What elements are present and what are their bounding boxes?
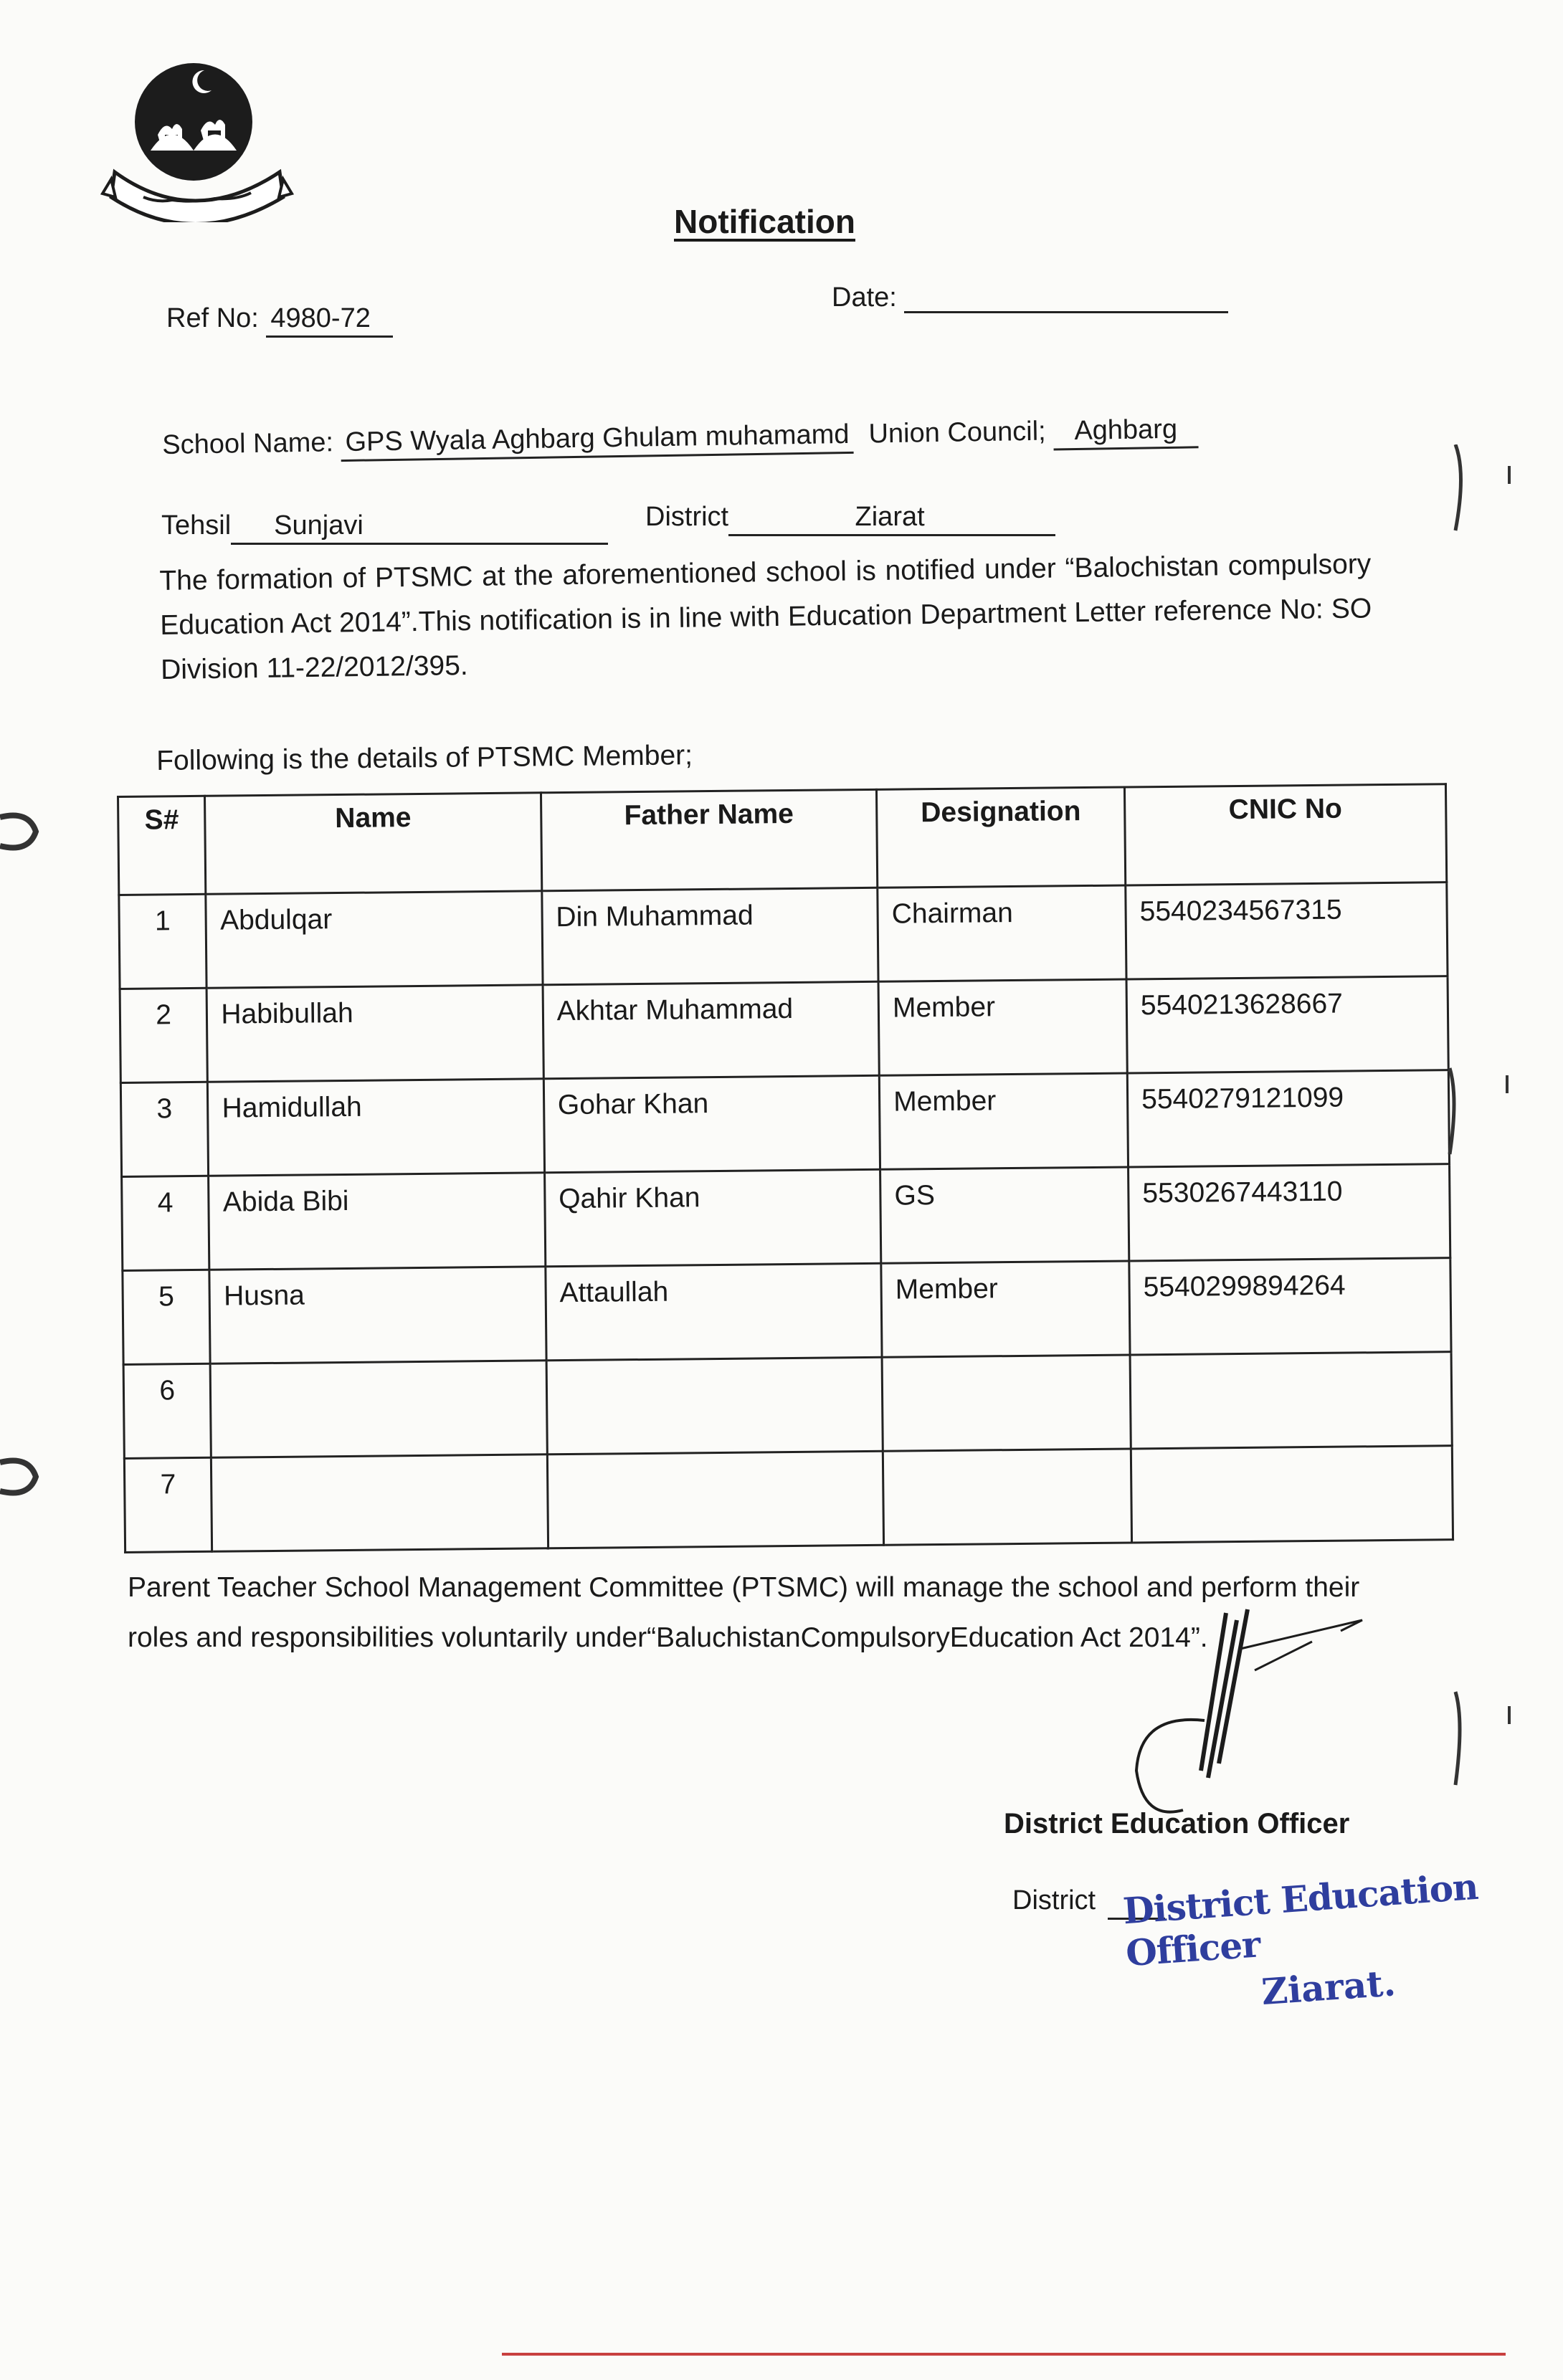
date-label: Date: bbox=[832, 282, 897, 313]
cell-father-name: Gohar Khan bbox=[543, 1075, 880, 1172]
district-value: Ziarat bbox=[728, 502, 1055, 536]
intro-paragraph: The formation of PTSMC at the aforementioned school is notified under “Balochistan compulsory Education Act 2014”.This notification is in line with Education Department Letter reference No: SO Division 11-22/2012/395. bbox=[159, 548, 1372, 685]
header-sn: S# bbox=[118, 796, 206, 895]
cell-cnic bbox=[1130, 1352, 1452, 1449]
bottom-edge-rule bbox=[502, 2353, 1506, 2356]
school-value: GPS Wyala Aghbarg Ghulam muhamamd bbox=[341, 419, 854, 462]
cell-father-name: Din Muhammad bbox=[542, 887, 879, 984]
ptsmc-members-table bbox=[117, 783, 1454, 1553]
school-label: School Name: bbox=[162, 427, 334, 460]
cell-designation: Member bbox=[878, 979, 1127, 1075]
header-name: Name bbox=[205, 793, 542, 894]
ref-label: Ref No: bbox=[166, 303, 259, 333]
cell-designation: Chairman bbox=[878, 885, 1126, 981]
table-row bbox=[123, 1352, 1452, 1459]
cell-sn: 3 bbox=[120, 1082, 209, 1176]
cell-cnic bbox=[1131, 1446, 1453, 1543]
table-row bbox=[120, 1070, 1449, 1177]
signature-icon bbox=[1075, 1606, 1434, 1835]
cell-sn: 2 bbox=[120, 988, 208, 1082]
union-label: Union Council; bbox=[868, 416, 1046, 449]
cell-father-name bbox=[547, 1451, 884, 1548]
header-father-name: Father Name bbox=[541, 789, 878, 890]
tehsil-value: Sunjavi bbox=[231, 510, 608, 545]
closing-paragraph: Parent Teacher School Management Committee (PTSMC) will manage the school and perform their roles and responsibilities voluntarily under“BaluchistanCompulsoryEducation Act 2014”. bbox=[128, 1572, 1360, 1653]
officer-title: District Education Officer bbox=[1004, 1808, 1350, 1839]
cell-name: Abdulqar bbox=[206, 891, 543, 988]
cell-cnic: 5540234567315 bbox=[1126, 882, 1448, 979]
district-label: District bbox=[645, 502, 729, 532]
cell-name: Abida Bibi bbox=[209, 1173, 546, 1270]
cell-cnic: 5530267443110 bbox=[1129, 1164, 1450, 1261]
cell-sn: 7 bbox=[124, 1457, 212, 1552]
cell-cnic: 5540299894264 bbox=[1129, 1258, 1451, 1355]
tehsil-row bbox=[161, 510, 608, 545]
cell-name bbox=[211, 1361, 548, 1457]
cell-name: Habibullah bbox=[207, 985, 544, 1082]
members-intro: Following is the details of PTSMC Member; bbox=[156, 740, 693, 776]
ref-value: 4980-72 bbox=[266, 303, 393, 338]
officer-district-label: District bbox=[1012, 1885, 1096, 1915]
date-value bbox=[904, 281, 1228, 313]
cell-name bbox=[212, 1455, 548, 1551]
stamp-line-2: Ziarat. bbox=[1260, 1961, 1397, 2014]
cell-designation bbox=[882, 1355, 1131, 1451]
cell-father-name: Qahir Khan bbox=[544, 1169, 881, 1266]
cell-father-name bbox=[546, 1357, 883, 1454]
cell-sn: 6 bbox=[123, 1363, 212, 1458]
binder-clip-icon bbox=[0, 1448, 43, 1505]
table-row bbox=[124, 1446, 1453, 1553]
table-row bbox=[123, 1258, 1451, 1365]
cell-sn: 4 bbox=[122, 1176, 210, 1270]
cell-designation bbox=[883, 1449, 1131, 1545]
cell-designation: Member bbox=[879, 1073, 1128, 1169]
cell-father-name: Akhtar Muhammad bbox=[543, 981, 880, 1078]
tehsil-label: Tehsil bbox=[161, 510, 232, 541]
cell-sn: 1 bbox=[119, 894, 207, 989]
table-row bbox=[120, 976, 1448, 1083]
margin-marks bbox=[1441, 444, 1513, 2380]
stamp-line-1: District Education Officer bbox=[1121, 1865, 1480, 1975]
union-value: Aghbarg bbox=[1053, 414, 1199, 450]
cell-name: Hamidullah bbox=[208, 1079, 545, 1176]
header-designation: Designation bbox=[877, 787, 1126, 887]
page-title: Notification bbox=[674, 203, 855, 240]
table-row bbox=[119, 882, 1448, 989]
header-cnic: CNIC No bbox=[1124, 784, 1446, 885]
cell-designation: GS bbox=[880, 1167, 1129, 1263]
table-header-row bbox=[118, 784, 1447, 895]
cell-sn: 5 bbox=[123, 1270, 211, 1364]
ref-row bbox=[166, 303, 393, 338]
date-row bbox=[832, 281, 1228, 313]
cell-cnic: 5540279121099 bbox=[1127, 1070, 1449, 1167]
district-row bbox=[645, 502, 1055, 536]
cell-name: Husna bbox=[209, 1267, 546, 1363]
school-row bbox=[162, 414, 1199, 465]
cell-cnic: 5540213628667 bbox=[1126, 976, 1448, 1073]
cell-designation: Member bbox=[881, 1261, 1130, 1357]
balochistan-emblem-icon bbox=[100, 50, 294, 222]
table-row bbox=[122, 1164, 1450, 1271]
cell-father-name: Attaullah bbox=[546, 1263, 883, 1360]
binder-clip-icon bbox=[0, 803, 43, 860]
